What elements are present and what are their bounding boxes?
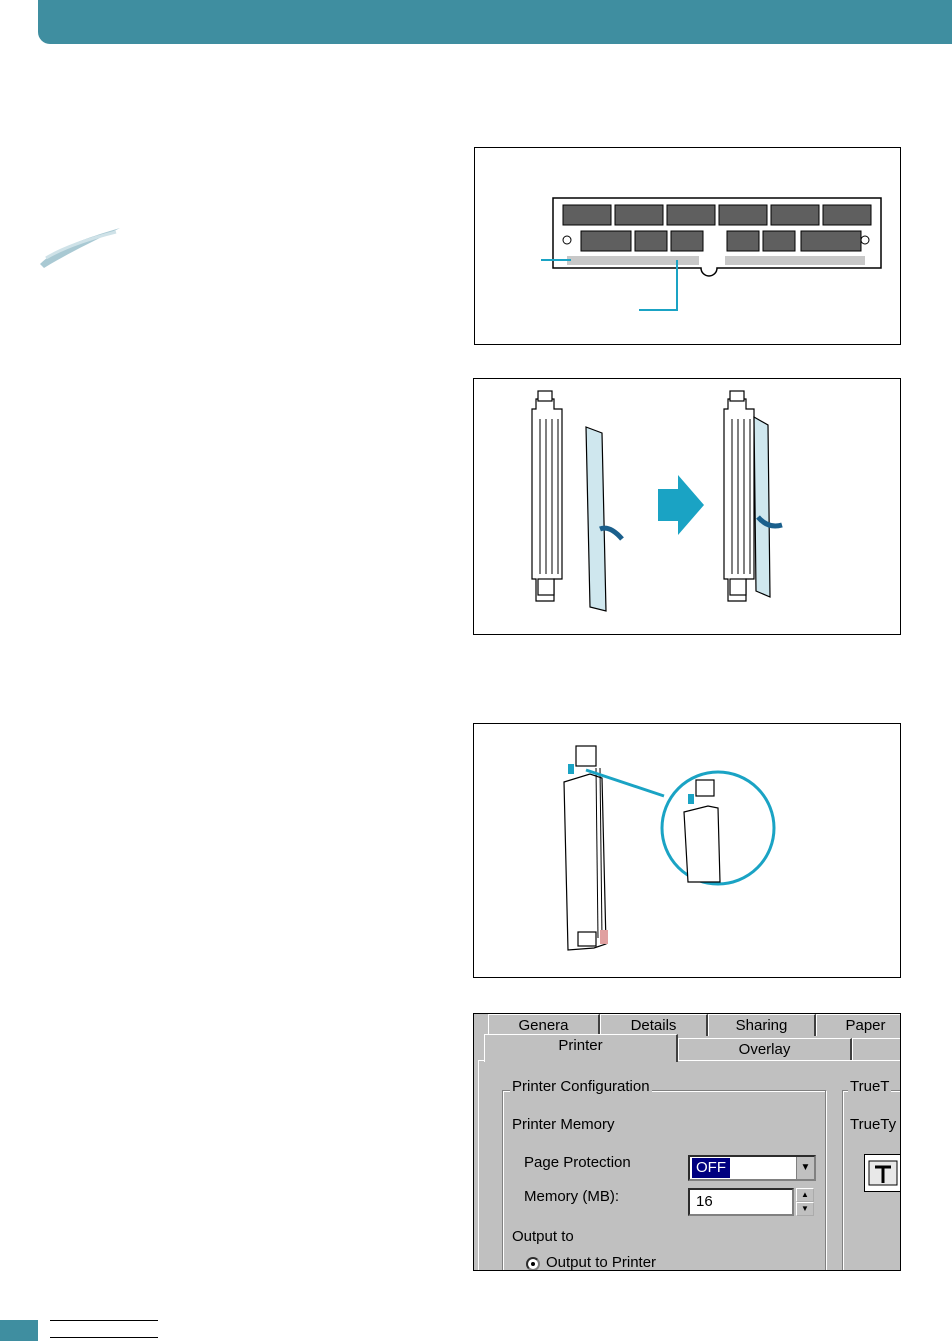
truetype-group-label: TrueT — [850, 1078, 890, 1095]
footer-band — [0, 1320, 38, 1341]
tab-details[interactable]: Details — [600, 1014, 708, 1036]
tab-sharing[interactable]: Sharing — [708, 1014, 816, 1036]
brush-stroke-icon — [36, 218, 126, 274]
spin-down-icon[interactable]: ▼ — [796, 1202, 814, 1216]
printer-properties-dialog — [473, 1013, 901, 1271]
header-band — [38, 0, 952, 44]
page-protection-label: Page Protection — [524, 1154, 631, 1171]
tab-general[interactable]: Genera — [488, 1014, 600, 1036]
page-protection-value: OFF — [692, 1158, 730, 1178]
tab-extra[interactable] — [852, 1038, 901, 1060]
page-protection-select[interactable] — [688, 1155, 816, 1181]
chevron-down-icon[interactable]: ▼ — [796, 1157, 814, 1179]
memory-module-figure — [474, 147, 901, 345]
output-to-label: Output to — [512, 1228, 574, 1245]
latch-detail-drawing — [474, 724, 902, 979]
footer-rule-top — [50, 1320, 158, 1321]
memory-value: 16 — [696, 1193, 713, 1210]
truetype-font-icon[interactable] — [864, 1154, 901, 1192]
truetype-label: TrueTy — [850, 1116, 897, 1133]
insert-module-figure — [473, 378, 901, 635]
insert-module-drawing — [474, 379, 902, 636]
footer-rule-bottom — [50, 1337, 158, 1338]
printer-memory-label: Printer Memory — [512, 1116, 615, 1133]
memory-input[interactable] — [688, 1188, 794, 1216]
spin-up-icon[interactable]: ▲ — [796, 1188, 814, 1202]
memory-label: Memory (MB): — [524, 1188, 619, 1205]
tab-paper[interactable]: Paper — [816, 1014, 901, 1036]
output-to-printer-label: Output to Printer — [546, 1254, 657, 1271]
tab-printer[interactable]: Printer — [484, 1034, 678, 1062]
output-to-printer-radio[interactable] — [526, 1257, 540, 1271]
latch-detail-figure — [473, 723, 901, 978]
memory-module-drawing — [475, 148, 902, 346]
printer-configuration-label: Printer Configuration — [512, 1078, 650, 1095]
tab-overlay[interactable]: Overlay — [678, 1038, 852, 1060]
